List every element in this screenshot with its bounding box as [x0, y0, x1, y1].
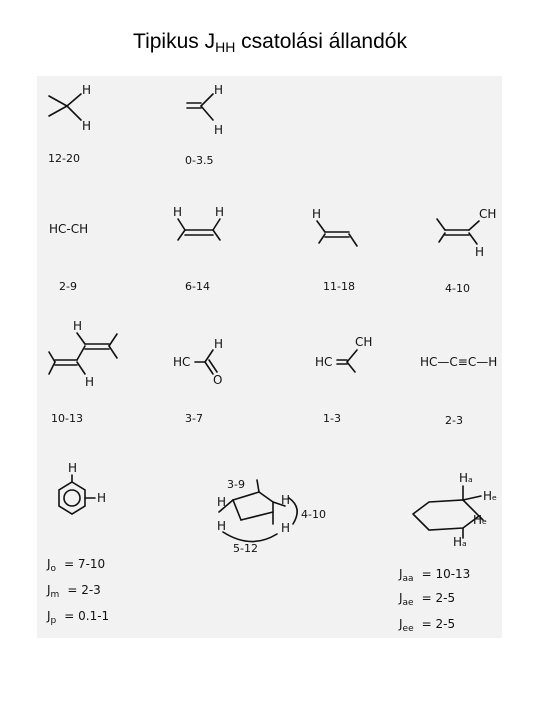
range-label: 4-10	[301, 508, 326, 521]
atom-h: H	[217, 519, 227, 533]
formula-hc-ch: HC-CH	[49, 222, 89, 236]
chair-j-ae: $J_{ae} = 2-5$	[399, 591, 456, 608]
structures-diagram	[37, 76, 502, 638]
atom-h: H	[73, 319, 83, 333]
title-subscript: HH	[215, 39, 236, 55]
atom-he: Hₑ	[483, 489, 498, 503]
atom-h: H	[281, 493, 291, 507]
atom-ch: CH	[355, 335, 373, 349]
atom-hc: HC	[315, 355, 333, 369]
atom-ha: Hₐ	[459, 471, 473, 485]
coupling-constants-figure	[37, 76, 502, 638]
geminal-sp2-structure	[187, 83, 223, 137]
cis-alkene-structure	[173, 205, 224, 240]
chair-cyclohexane-structure	[413, 471, 497, 549]
range-label: 5-12	[233, 542, 258, 555]
atom-h: H	[475, 245, 485, 259]
formula-alkyne: HC—C≡C—H	[420, 355, 498, 369]
benzene-j-meta: $J_m = 2-3$	[47, 583, 101, 600]
range-label: 3-9	[227, 478, 245, 491]
atom-h: H	[82, 83, 92, 97]
benzene-j-values	[46, 557, 109, 626]
atom-h: H	[97, 491, 107, 505]
geminal-sp3-structure	[49, 83, 91, 133]
atom-ch: CH	[479, 207, 497, 221]
allylic-structure	[437, 207, 496, 259]
atom-hc: HC	[173, 355, 191, 369]
propene-hc-structure	[315, 335, 372, 372]
trans-alkene-structure	[312, 207, 357, 246]
atom-h: H	[312, 207, 322, 221]
atom-ha: Hₐ	[453, 535, 467, 549]
range-label: 11-18	[323, 280, 355, 293]
atom-h: H	[214, 123, 224, 137]
benzene-j-ortho: $J_o = 7-10$	[47, 557, 106, 574]
range-label: 3-7	[185, 412, 203, 425]
range-label: 6-14	[185, 280, 210, 293]
range-label: 0-3.5	[185, 154, 214, 167]
atom-o: O	[213, 373, 223, 387]
atom-h: H	[68, 461, 78, 475]
benzene-structure	[59, 461, 106, 514]
benzene-j-para: $J_p = 0.1-1$	[47, 609, 110, 626]
range-label: 2-9	[59, 280, 77, 293]
range-label: 1-3	[323, 412, 341, 425]
chair-j-values	[398, 567, 470, 634]
conjugated-diene-structure	[49, 319, 117, 389]
chair-j-aa: $J_{aa} = 10-13$	[399, 567, 471, 584]
atom-h: H	[214, 337, 224, 351]
range-label: 2-3	[445, 414, 463, 427]
range-label: 4-10	[445, 282, 470, 295]
atom-h: H	[281, 521, 291, 535]
atom-h: H	[173, 205, 183, 219]
page-title	[0, 30, 540, 55]
chair-j-ee: $J_{ee} = 2-5$	[399, 617, 456, 634]
atom-he: Hₑ	[473, 513, 488, 527]
atom-h: H	[215, 205, 225, 219]
atom-h: H	[82, 119, 92, 133]
title-rest: csatolási állandók	[235, 30, 407, 53]
bicyclic-coupling-structure	[217, 478, 326, 555]
atom-h: H	[214, 83, 224, 97]
aldehyde-structure	[173, 337, 223, 387]
atom-h: H	[217, 495, 227, 509]
atom-h: H	[85, 375, 95, 389]
range-label: 12-20	[48, 152, 80, 165]
range-label: 10-13	[51, 412, 83, 425]
title-main: Tipikus J	[133, 30, 216, 53]
